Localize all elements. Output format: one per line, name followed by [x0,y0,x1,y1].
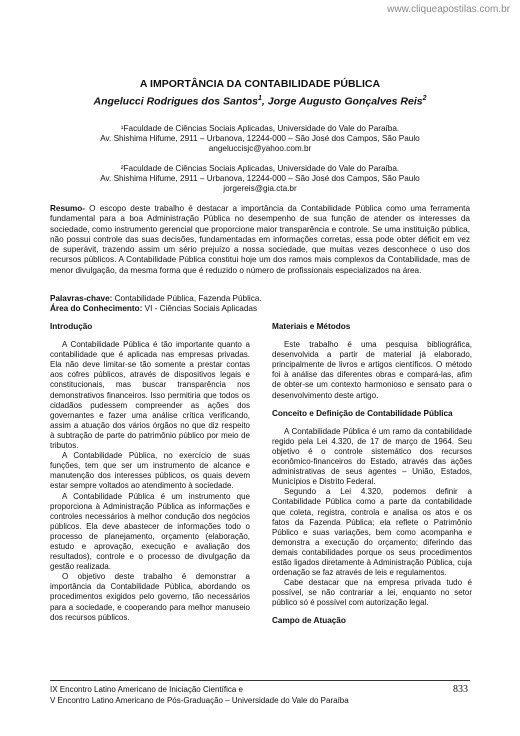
concept-paragraph-2: Segundo a Lei 4.320, podemos definir a Contabilidade Pública como a parte da contabilidade que coleta, registra, controla e analisa os atos e os fatos da Fazenda Pública; ela reflete o Patrimônio Público e suas variações, bem como acompanha e demonstra a execução do orçamento; diferindo das demais contabilidades porque os seus procedimentos estão ligados diretamente à Administração Pública, cuja ordenação se faz através de leis e regulamentos. [272,487,472,578]
affiliation-2-address: Av. Shishima Hifume, 2911 – Urbanova, 12244-000 – São José dos Campos, São Paulo [100,174,420,184]
abstract-text: O escopo deste trabalho é destacar a importância da Contabilidade Pública como uma ferramenta fundamental para a boa Administração Pública no desempenho de sua função de atender os interesses da sociedade, como instrumento gerencial que proporcione maior transparência e controle. Se uma instituição pública, não possui controle das suas decisões, fundamentadas em informações corretas, essa pode obter déficit em vez de superávit, trazendo assim um sério prejuízo a nossa sociedade, que muitas vezes desconhece o uso dos recursos públicos. A Contabilidade Pública constitui hoje um dos ramos mais complexos da Contabilidade, mas de menor divulgação, da mesma forma que é reduzido o número de profissionais especializados na área. [50,204,470,275]
footer-rule [50,680,470,681]
affiliation-2-email: jorgereis@gia.cta.br [223,184,297,194]
author-line [0,95,520,108]
methods-paragraph: Este trabalho é uma pesquisa bibliográfica, desenvolvida a partir de material já elaborado, principalmente de livros e artigos científicos. O método foi à análise das diferentes obras e compará-las, afim de obter-se um contexto harmonioso e sensato para o desenvolvimento deste artigo. [272,340,472,400]
keywords [50,294,470,304]
section-heading-materiais: Materiais e Métodos [272,322,351,331]
affiliation-2-institution: ²Faculdade de Ciências Sociais Aplicadas, Universidade do Vale do Paraíba. [120,164,400,173]
section-heading-introducao: Introdução [50,322,93,331]
knowledge-area-label: Área do Conhecimento: [50,304,143,313]
left-column [50,322,250,623]
right-column [272,322,472,635]
author-1: Angelucci Rodrigues dos Santos [93,95,259,108]
section-heading-campo: Campo de Atuação [272,616,346,626]
knowledge-area [50,304,470,314]
abstract [50,204,470,276]
page-number: 833 [453,684,468,695]
concept-paragraph-3: Cabe destacar que na empresa privada tudo é possível, se não contrariar a lei, enquanto no setor público só é possível com autorização legal. [272,578,472,608]
affiliation-1-email: angeluccisjc@yahoo.com.br [208,144,312,154]
abstract-label: Resumo- [50,204,86,213]
paper-title: A IMPORTÂNCIA DA CONTABILIDADE PÚBLICA [139,78,381,90]
footer-line-2: V Encontro Latino Americano de Pós-Graduação – Universidade do Vale do Paraíba [50,696,349,705]
watermark-url: www.cliqueapostilas.com.br [387,4,510,15]
affiliation-1 [0,124,520,155]
author-separator: , [261,95,268,108]
affiliation-2 [0,164,520,195]
concept-paragraph-1: A Contabilidade Pública é um ramo da contabilidade regido pela Lei 4.320, de 17 de março de 1964. Seu objetivo é o controle sistemático dos recursos econômico-financeiros do Estado, através das ações administrativas de seus agentes – União, Estados, Municípios e Distrito Federal. [272,426,472,487]
intro-paragraph-1: A Contabilidade Pública é tão importante quanto a contabilidade que é aplicada nas empresas privadas. Ela não deve limitar-se tão somente a prestar contas aos cofres públicos, através de dispositivos legais e constitucionais, mas buscar transparência nos demonstrativos financeiros. Isso permitiria que todos os cidadãos pudessem compreender as ações dos governantes e fazer uma análise crítica verificando, assim a atuação dos vários órgãos no que diz respeito à subtração de parte do patrimônio público por meio de tributos. [50,340,250,451]
intro-paragraph-2: A Contabilidade Pública, no exercício de suas funções, tem que ser um instrumento de alcance e manutenção dos interesses públicos, os quais devem estar sempre voltados ao atendimento à sociedade. [50,451,250,491]
intro-paragraph-3: A Contabilidade Pública é um instrumento que proporciona à Administração Pública as informações e controles necessários à melhor condução dos negócios públicos. Ela deve abastecer de informações todo o processo de planejamento, orçamento (elaboração, estudo e aprovação, execução e avaliação dos resultados), controle e o processo de divulgação da gestão realizada. [50,491,250,572]
author-2: Jorge Augusto Gonçalves Reis [267,95,423,108]
keywords-label: Palavras-chave: [50,294,113,303]
affiliation-1-address: Av. Shishima Hifume, 2911 – Urbanova, 12244-000 – São José dos Campos, São Paulo [100,134,420,144]
affiliation-1-institution: ¹Faculdade de Ciências Sociais Aplicadas, Universidade do Vale do Paraíba. [120,124,400,133]
author-1-affiliation-mark: 1 [258,95,262,102]
footer-line-1: IX Encontro Latino Americano de Iniciação Científica e [50,685,243,694]
intro-paragraph-4: O objetivo deste trabalho é demonstrar a importância da Contabilidade Pública, abordando os procedimentos exigidos pelo governo, tão necessários para a sociedade, e cooperando para melhor manuseio dos recursos públicos. [50,572,250,622]
keywords-text: Contabilidade Pública, Fazenda Pública. [112,294,262,303]
knowledge-area-text: VI - Ciências Sociais Aplicadas [142,304,258,313]
author-2-affiliation-mark: 2 [422,95,427,102]
section-heading-conceito: Conceito e Definição de Contabilidade Pública [272,408,453,418]
